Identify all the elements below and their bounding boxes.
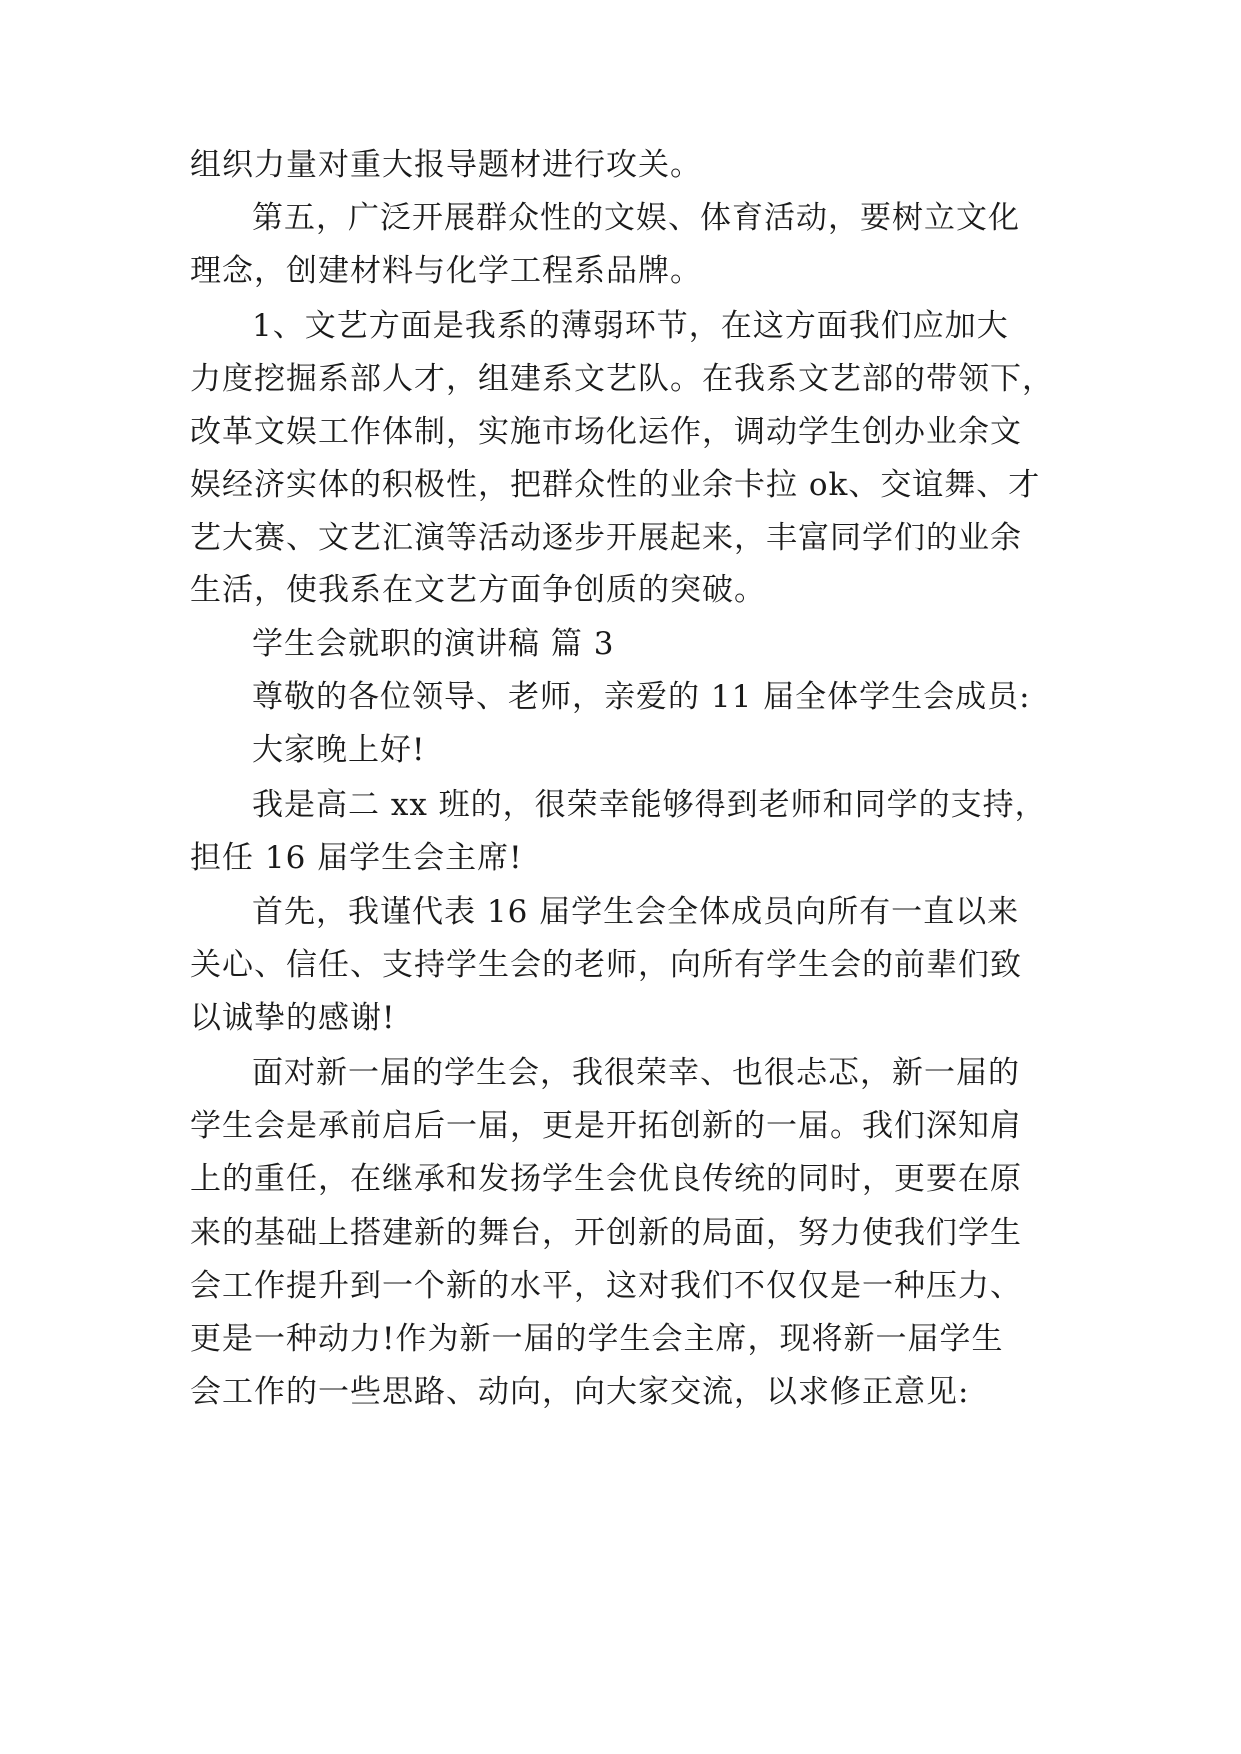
text-line: 担任 16 届学生会主席! bbox=[190, 840, 523, 876]
text-line: 艺大赛、文艺汇演等活动逐步开展起来，丰富同学们的业余 bbox=[190, 520, 1022, 556]
text-line: 学生会是承前启后一届，更是开拓创新的一届。我们深知肩 bbox=[190, 1108, 1022, 1144]
text-line: 组织力量对重大报导题材进行攻关。 bbox=[190, 147, 702, 183]
text-line: 上的重任，在继承和发扬学生会优良传统的同时，更要在原 bbox=[190, 1161, 1022, 1197]
text-line: 以诚挚的感谢! bbox=[190, 1000, 396, 1036]
text-line: 力度挖掘系部人才，组建系文艺队。在我系文艺部的带领下， bbox=[190, 361, 1054, 397]
text-line: 1、文艺方面是我系的薄弱环节，在这方面我们应加大 bbox=[252, 308, 1009, 344]
text-line: 生活，使我系在文艺方面争创质的突破。 bbox=[190, 572, 766, 608]
text-line: 我是高二 xx 班的，很荣幸能够得到老师和同学的支持， bbox=[252, 787, 1047, 823]
text-line: 会工作提升到一个新的水平，这对我们不仅仅是一种压力、 bbox=[190, 1268, 1022, 1304]
text-line: 会工作的一些思路、动向，向大家交流，以求修正意见: bbox=[190, 1374, 970, 1410]
text-line: 尊敬的各位领导、老师，亲爱的 11 届全体学生会成员: bbox=[252, 679, 1031, 715]
text-line: 关心、信任、支持学生会的老师，向所有学生会的前辈们致 bbox=[190, 947, 1022, 983]
text-line: 更是一种动力!作为新一届的学生会主席，现将新一届学生 bbox=[190, 1321, 1004, 1357]
text-line: 理念，创建材料与化学工程系品牌。 bbox=[190, 253, 702, 289]
text-line: 来的基础上搭建新的舞台，开创新的局面，努力使我们学生 bbox=[190, 1215, 1022, 1251]
text-line: 娱经济实体的积极性，把群众性的业余卡拉 ok、交谊舞、才 bbox=[190, 467, 1041, 503]
text-line: 改革文娱工作体制，实施市场化运作，调动学生创办业余文 bbox=[190, 414, 1022, 450]
text-line: 大家晚上好! bbox=[252, 732, 426, 768]
text-line: 面对新一届的学生会，我很荣幸、也很忐忑，新一届的 bbox=[252, 1055, 1020, 1091]
text-line: 第五，广泛开展群众性的文娱、体育活动，要树立文化 bbox=[252, 200, 1020, 236]
text-line: 首先，我谨代表 16 届学生会全体成员向所有一直以来 bbox=[252, 894, 1020, 930]
section-heading: 学生会就职的演讲稿 篇 3 bbox=[252, 626, 615, 662]
